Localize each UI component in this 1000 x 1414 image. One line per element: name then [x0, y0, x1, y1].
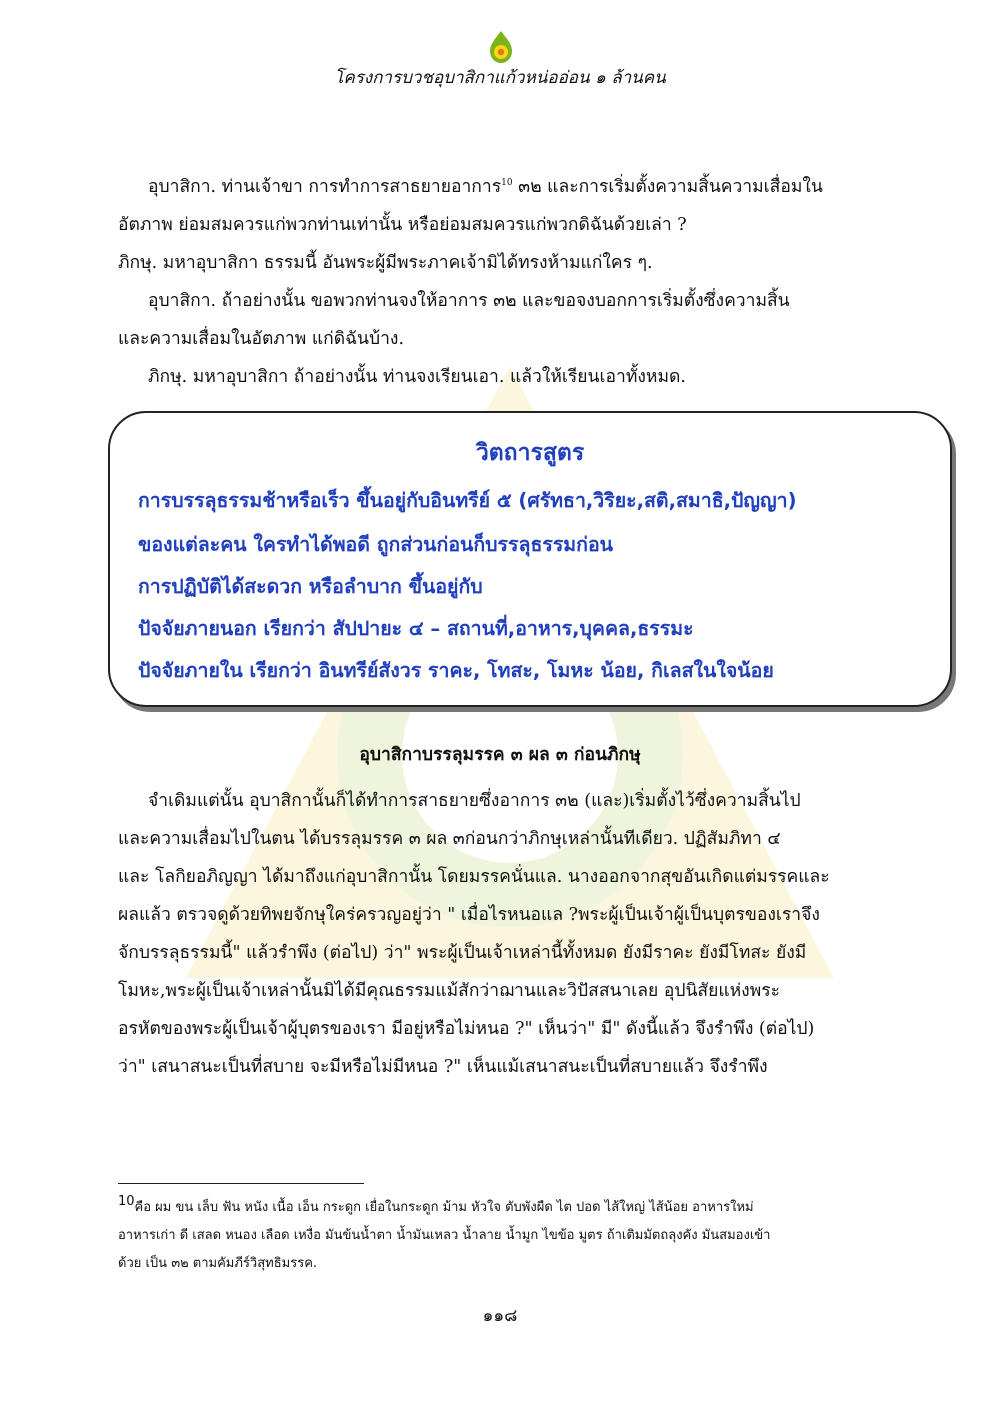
callout-box — [108, 411, 952, 707]
callout-line: ปัจจัยภายนอก เรียกว่า สัปปายะ ๔ – สถานที่,อาหาร,บุคคล,ธรรมะ — [138, 617, 694, 640]
section-body — [118, 782, 898, 1086]
footnote — [118, 1194, 898, 1278]
footnote-divider — [118, 1183, 364, 1184]
section-line: จักบรรลุธรรมนี้" แล้วรำพึง (ต่อไป) ว่า" พระผู้เป็นเจ้าเหล่านี้ทั้งหมด ยังมีราคะ ยังมีโทสะ ยังมี — [118, 943, 807, 963]
footnote-text: คือ ผม ขน เล็บ ฟัน หนัง เนื้อ เอ็น กระดูก เยื่อในกระดูก ม้าม หัวใจ ตับพังผืด ไต ปอด ไส้ใหญ่ ไส้น้อย อาหารใหม่ — [134, 1200, 754, 1215]
dialogue-line: อัตภาพ ย่อมสมควรแก่พวกท่านเท่านั้น หรือย่อมสมควรแก่พวกดิฉันด้วยเล่า ? — [118, 214, 687, 235]
dialogue-text: อุบาสิกา. ท่านเจ้าขา การทำการสาธยายอาการ — [148, 176, 502, 197]
section-line: ผลแล้ว ตรวจดูด้วยทิพยจักษุใคร่ครวญอยู่ว่า " เมื่อไรหนอแล ?พระผู้เป็นเจ้าผู้เป็นบุตรของเราจึง — [118, 905, 820, 925]
dialogue-line: ภิกษุ. มหาอุบาสิกา ธรรมนี้ อันพระผู้มีพระภาคเจ้ามิได้ทรงห้ามแก่ใคร ๆ. — [118, 252, 653, 273]
dialogue-text: ๓๒ และการเริ่มตั้งความสิ้นความเสื่อมใน — [512, 176, 823, 197]
section-line: ว่า" เสนาสนะเป็นที่สบาย จะมีหรือไม่มีหนอ ?" เห็นแม้เสนาสนะเป็นที่สบายแล้ว จึงรำพึง — [118, 1057, 768, 1077]
footnote-line: อาหารเก่า ดี เสลด หนอง เลือด เหงื่อ มันข้นน้ำตา น้ำมันเหลว น้ำลาย น้ำมูก ไขข้อ มูตร ถ้าเติมมัตถลุงคัง มันสมองเข้า — [118, 1228, 771, 1243]
page-number: ๑๑๘ — [482, 1306, 518, 1326]
callout-line: ปัจจัยภายใน เรียกว่า อินทรีย์สังวร ราคะ, โทสะ, โมหะ น้อย, กิเลสในใจน้อย — [138, 659, 774, 682]
section-line: และ โลกิยอภิญญา ได้มาถึงแก่อุบาสิกานั้น โดยมรรคนั่นแล. นางออกจากสุขอันเกิดแต่มรรคและ — [118, 867, 830, 887]
dialogue-line: และความเสื่อมในอัตภาพ แก่ดิฉันบ้าง. — [118, 328, 405, 349]
footnote-number: 10 — [118, 1194, 135, 1209]
callout-title: วิตถารสูตร — [475, 440, 585, 466]
callout-line: ของแต่ละคน ใครทำได้พอดี ถูกส่วนก่อนก็บรรลุธรรมก่อน — [138, 533, 613, 556]
dialogue-line: อุบาสิกา. ถ้าอย่างนั้น ขอพวกท่านจงให้อาการ ๓๒ และขอจงบอกการเริ่มตั้งซึ่งความสิ้น — [148, 290, 790, 311]
callout-line: การบรรลุธรรมช้าหรือเร็ว ขึ้นอยู่กับอินทรีย์ ๕ (ศรัทธา,วิริยะ,สติ,สมาธิ,ปัญญา) — [138, 489, 797, 512]
footnote-line — [118, 1194, 898, 1222]
section-line: อรหัตของพระผู้เป็นเจ้าผู้บุตรของเรา มีอยู่หรือไม่หนอ ?" เห็นว่า" มี" ดังนี้แล้ว จึงรำพึง (ต่อไป) — [118, 1019, 815, 1039]
dialogue-line — [118, 164, 898, 206]
dialogue-line: ภิกษุ. มหาอุบาสิกา ถ้าอย่างนั้น ท่านจงเรียนเอา. แล้วให้เรียนเอาทั้งหมด. — [148, 366, 686, 387]
section-heading: อุบาสิกาบรรลุมรรค ๓ ผล ๓ ก่อนภิกษุ — [359, 745, 641, 765]
footnote-ref: 10 — [501, 178, 513, 188]
project-logo-icon — [486, 30, 516, 64]
dialogue-block — [118, 164, 898, 396]
callout-line: การปฏิบัติได้สะดวก หรือลำบาก ขึ้นอยู่กับ — [138, 575, 483, 598]
footnote-line: ด้วย เป็น ๓๒ ตามคัมภีร์วิสุทธิมรรค. — [118, 1256, 318, 1271]
page-header: โครงการบวชอุบาสิกาแก้วหน่ออ่อน ๑ ล้านคน — [334, 68, 666, 88]
section-line: และความเสื่อมไปในตน ได้บรรลุมรรค ๓ ผล ๓ก่อนกว่าภิกษุเหล่านั้นทีเดียว. ปฏิสัมภิทา ๔ — [118, 829, 781, 849]
section-line: จำเดิมแต่นั้น อุบาสิกานั้นก็ได้ทำการสาธยายซึ่งอาการ ๓๒ (และ)เริ่มตั้งไว้ซึ่งความสิ้นไป — [148, 791, 801, 811]
section-line: โมหะ,พระผู้เป็นเจ้าเหล่านั้นมิได้มีคุณธรรมแม้สักว่าฌานและวิปัสสนาเลย อุปนิสัยแห่งพระ — [118, 981, 781, 1001]
